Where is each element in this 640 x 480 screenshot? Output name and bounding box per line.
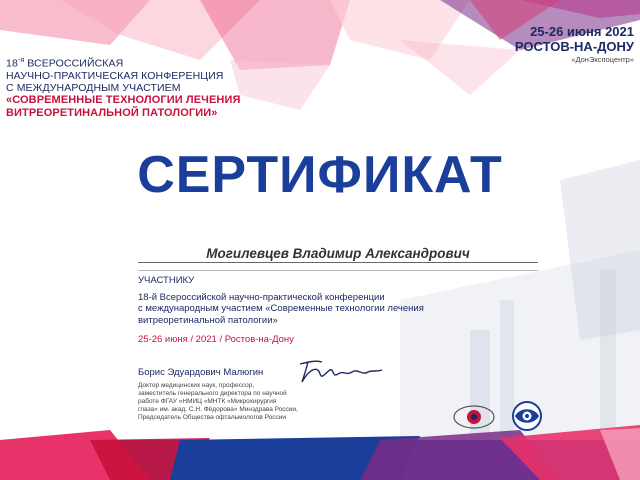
conference-number-suffix: -я: [17, 57, 25, 64]
conference-topic-2: ВИТРЕОРЕТИНАЛЬНОЙ ПАТОЛОГИИ»: [6, 106, 218, 119]
conference-line-3: С МЕЖДУНАРОДНЫМ УЧАСТИЕМ: [6, 81, 181, 94]
event-dates: 25-26 июня 2021: [530, 24, 634, 39]
signer-description: Доктор медицинских наук, профессор, заместитель генерального директора по научной работе ФГАУ «НМИЦ «МНТК «Микрохирургия глаза» им. акад. С.Н. Фёдорова» Минздрава России, Председатель Общества офтальмологов России: [138, 382, 298, 421]
conference-line-1: $18^{-я}$ ВСЕРОССИЙСКАЯ: [6, 57, 124, 70]
recipient-name: Могилевцев Владимир Александрович: [206, 246, 470, 261]
eye-logo-icon: [452, 404, 496, 430]
certificate-title: СЕРТИФИКАТ: [137, 146, 503, 204]
description-line-2: с международным участием «Современные технологии лечения: [138, 303, 424, 314]
certificate-body: [138, 275, 518, 346]
conference-line-2: НАУЧНО-ПРАКТИЧЕСКАЯ КОНФЕРЕНЦИЯ: [6, 69, 224, 82]
conference-header: [6, 55, 336, 120]
signer-name: Борис Эдуардович Малюгин: [138, 367, 264, 378]
conference-number: 18: [6, 57, 18, 70]
date-place: 25-26 июня / 2021 / Ростов-на-Дону: [138, 334, 294, 345]
event-city: РОСТОВ-НА-ДОНУ: [514, 39, 634, 54]
description-line-3: витреоретинальной патологии»: [138, 314, 278, 326]
conference-topic-1: «СОВРЕМЕННЫЕ ТЕХНОЛОГИИ ЛЕЧЕНИЯ: [6, 93, 241, 106]
society-logo-icon: [510, 400, 544, 432]
website-link[interactable]: WWW.RETINA-CONGRESS.RU: [138, 427, 274, 437]
event-info: [515, 24, 634, 64]
description-line-1: 18-й Всероссийской научно-практической конференции: [138, 291, 385, 303]
participant-label: УЧАСТНИКУ: [138, 275, 195, 286]
event-venue: «ДонЭкспоцентр»: [571, 55, 634, 64]
